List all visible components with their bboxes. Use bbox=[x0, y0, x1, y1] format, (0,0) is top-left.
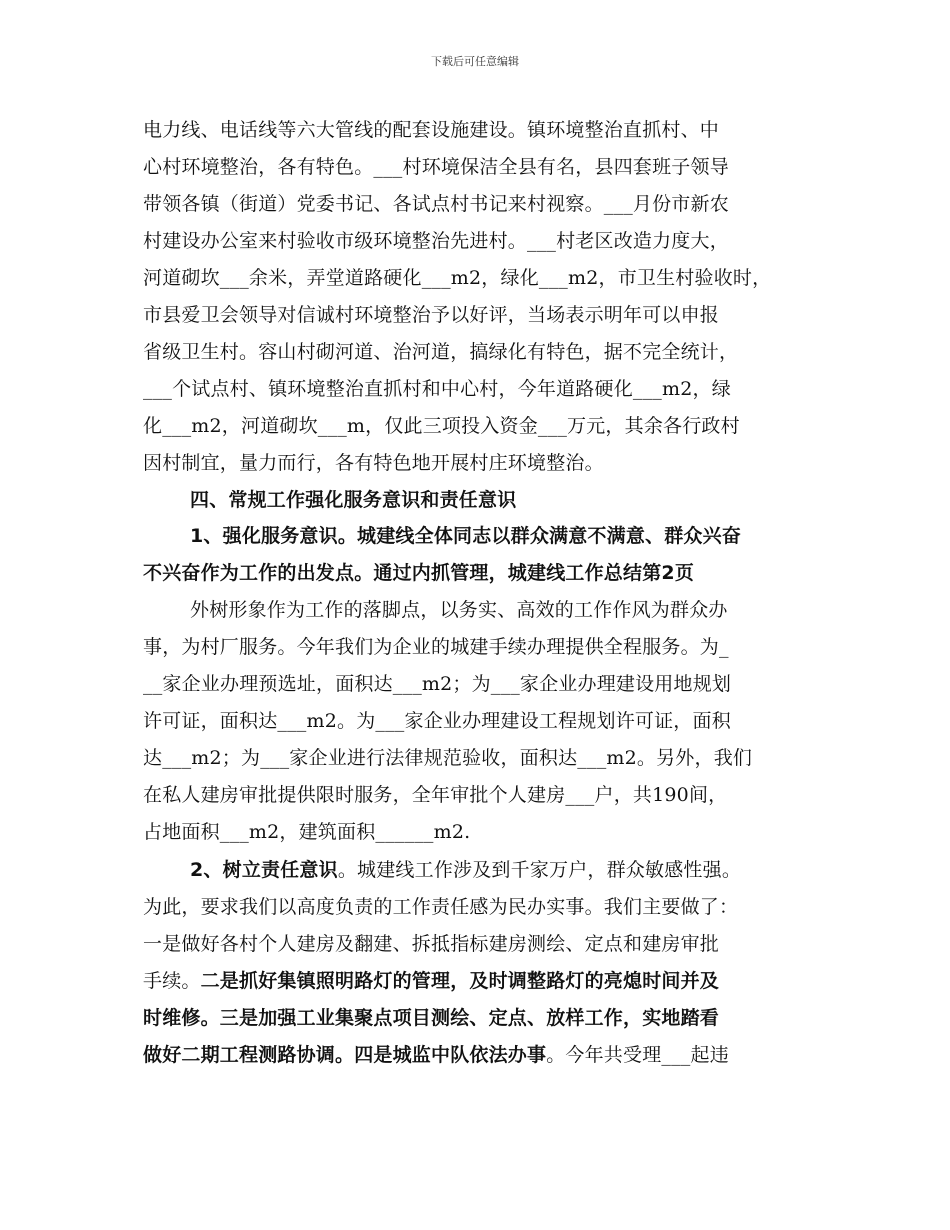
bold-text: 做好二期工程测路协调。四是城监中队依法办事 bbox=[143, 1044, 547, 1066]
page-header: 下载后可任意编辑 bbox=[431, 55, 519, 68]
plain-text: 手续。 bbox=[143, 970, 201, 992]
paragraph-line: 因村制宜，量力而行，各有特色地开展村庄环境整治。 bbox=[143, 452, 604, 474]
paragraph-line: 化___m2，河道砌坎___m，仅此三项投入资金___万元，其余各行政村 bbox=[143, 415, 740, 437]
item2-heading: 2、树立责任意识 bbox=[190, 859, 338, 881]
paragraph-line: 在私人建房审批提供限时服务，全年审批个人建房___户，共190间， bbox=[143, 784, 728, 806]
paragraph-line: 河道砌坎___余米，弄堂道路硬化___m2，绿化___m2，市卫生村验收时， bbox=[143, 267, 772, 289]
paragraph-line: 为此，要求我们以高度负责的工作责任感为民办实事。我们主要做了： bbox=[143, 896, 739, 918]
paragraph-line: 外树形象作为工作的落脚点，以务实、高效的工作作风为群众办 bbox=[190, 599, 728, 621]
item1-bold-line: 不兴奋作为工作的出发点。通过内抓管理，城建线工作总结第2页 bbox=[143, 562, 695, 584]
item2-text: 。城建线工作涉及到千家万户，群众敏感性强。 bbox=[337, 859, 742, 881]
paragraph-line: 带领各镇（街道）党委书记、各试点村书记来村视察。___月份市新农 bbox=[143, 193, 729, 215]
mixed-line bbox=[143, 969, 719, 993]
item2-first-line bbox=[190, 858, 741, 882]
paragraph-line: 事，为村厂服务。今年我们为企业的城建手续办理提供全程服务。为_ bbox=[143, 636, 729, 658]
paragraph-line: 电力线、电话线等六大管线的配套设施建设。镇环境整治直抓村、中 bbox=[143, 119, 720, 141]
paragraph-line: 市县爱卫会领导对信诚村环境整治予以好评，当场表示明年可以申报 bbox=[143, 304, 720, 326]
bold-text: 二是抓好集镇照明路灯的管理，及时调整路灯的亮熄时间并及 bbox=[200, 970, 720, 992]
bold-line: 时维修。三是加强工业集聚点项目测绘、定点、放样工作，实地踏看 bbox=[143, 1007, 720, 1029]
paragraph-line: 村建设办公室来村验收市级环境整治先进村。___村老区改造力度大， bbox=[143, 230, 729, 252]
paragraph-line: ___个试点村、镇环境整治直抓村和中心村，今年道路硬化___m2，绿 bbox=[143, 378, 731, 400]
paragraph-line: 省级卫生村。容山村砌河道、治河道，搞绿化有特色，据不完全统计， bbox=[143, 341, 739, 363]
paragraph-line: 达___m2；为___家企业进行法律规范验收，面积达___m2。另外，我们 bbox=[143, 747, 753, 769]
paragraph-line: 占地面积___m2，建筑面积______m2. bbox=[143, 821, 471, 843]
paragraph-line: __家企业办理预选址，面积达___m2；为___家企业办理建设用地规划 bbox=[143, 673, 732, 695]
paragraph-line: 一是做好各村个人建房及翻建、拆抵指标建房测绘、定点和建房审批 bbox=[143, 933, 720, 955]
section-heading: 四、常规工作强化服务意识和责任意识 bbox=[190, 489, 517, 511]
paragraph-line: 许可证，面积达___m2。为___家企业办理建设工程规划许可证，面积 bbox=[143, 710, 731, 732]
item1-bold-line: 1、强化服务意识。城建线全体同志以群众满意不满意、群众兴奋 bbox=[190, 525, 742, 547]
plain-text: 。今年共受理___起违 bbox=[546, 1044, 729, 1066]
paragraph-line: 心村环境整治，各有特色。___村环境保洁全县有名，县四套班子领导 bbox=[143, 156, 729, 178]
mixed-line bbox=[143, 1043, 729, 1067]
